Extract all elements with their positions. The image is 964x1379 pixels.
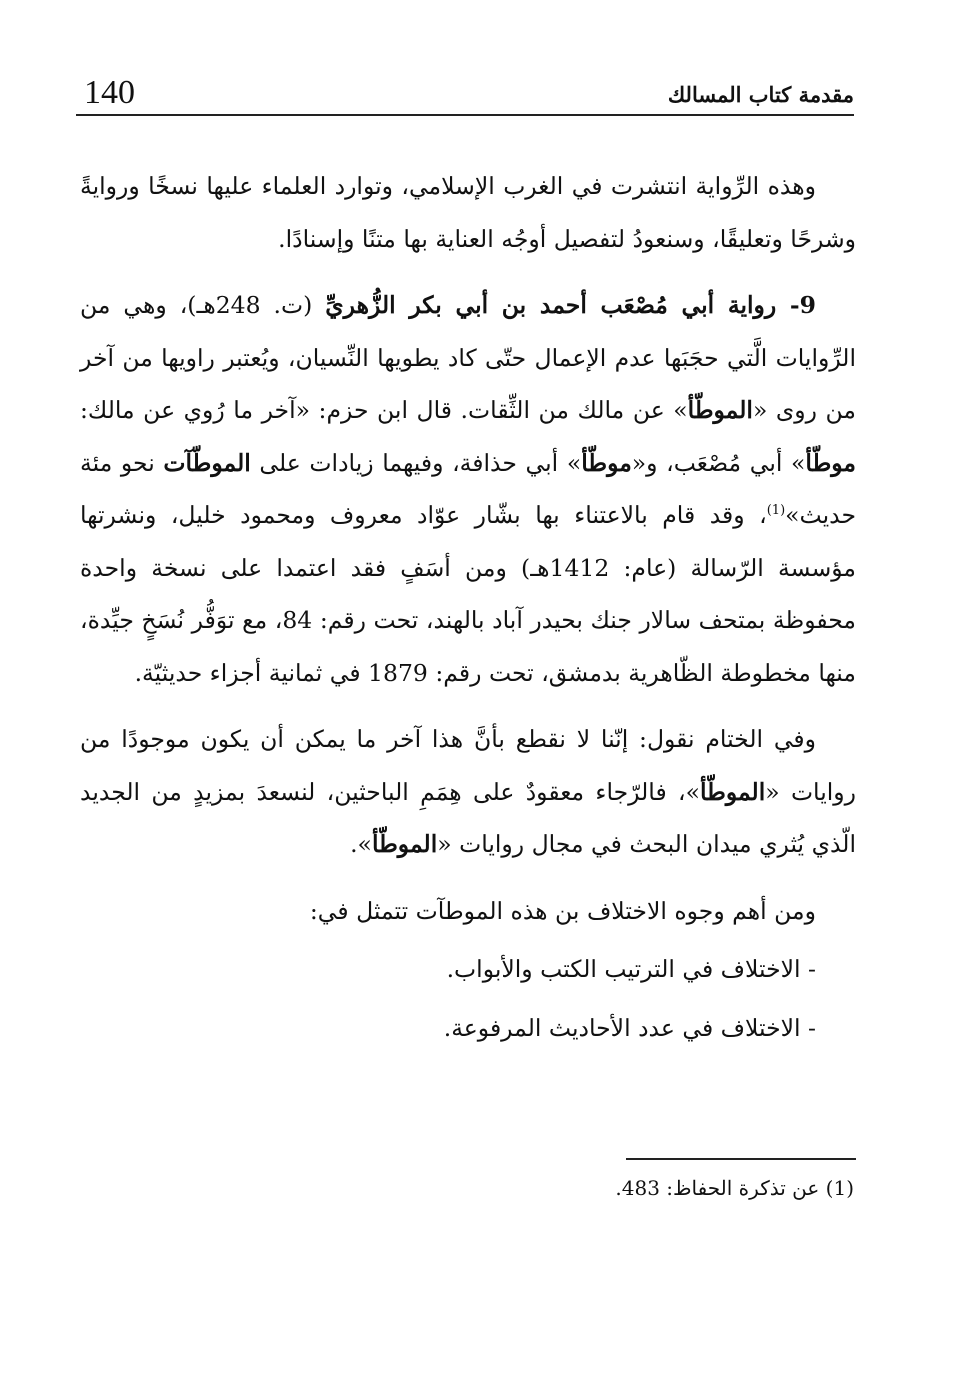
book-title: الموطّأ: [371, 830, 438, 858]
paragraph-3: [80, 713, 856, 871]
text-run: » أبي مُصْعَب، و«: [631, 448, 806, 477]
footnote: (1) عن تذكرة الحفاظ: 483.: [615, 1176, 854, 1200]
book-title: موطّأ: [805, 448, 856, 477]
running-title: مقدمة كتاب المسالك: [667, 82, 854, 107]
text-run: وفي الختام نقول: إنّنا لا نقطع بأنَّ هذا آخر ما يمكن أن يكون موجودًا من روايات «: [80, 725, 856, 806]
text-run: ».: [350, 830, 372, 858]
book-title: الموطّأ: [687, 396, 753, 424]
paragraph-1: وهذه الرِّواية انتشرت في الغرب الإسلامي، وتوارد العلماء عليها نسخًا وروايةً وشرحًا وتعليقًا، وسنعودُ لتفصيل أوجُه العناية بها متنًا وإسنادًا.: [80, 172, 856, 253]
book-title: الموطّأ: [699, 777, 766, 806]
narration-heading: 9- رواية أبي مُصْعَب أحمد بن أبي بكر الزُّهريِّ: [325, 291, 817, 319]
footnote-marker[interactable]: (1): [766, 503, 786, 519]
text-run: » عن مالك من الثِّقات. قال ابن حزم: «آخر ما رُوي عن مالك:: [80, 396, 688, 424]
paragraph-2: [80, 279, 856, 699]
text-run: »، فالرّجاء معقودٌ على هِمَمِ الباحثين، لنسعدَ بمزيدٍ من الجديد الّذي يُثري ميدان البحث في مجال روايات «: [80, 777, 856, 858]
text-run: (ت. 248هـ)، وهي من الرِّوايات الَّتي حجَبَها عدم الإعمال حتّى كاد يطويها النِّسيان، ويُعتبر راويها من آخر من روى «: [80, 291, 856, 424]
footnote-divider: [626, 1158, 856, 1160]
list-item: - الاختلاف في عدد الأحاديث المرفوعة.: [443, 1013, 816, 1042]
book-title: موطّأ: [581, 448, 632, 477]
paragraph-4: ومن أهم وجوه الاختلاف بن هذه الموطآت تتمثل في:: [309, 896, 816, 925]
text-run: نحو مئة حديث»: [80, 448, 856, 529]
page-header: [76, 72, 854, 116]
page-number: 140: [84, 74, 135, 111]
text-run: » أبي حذافة، وفيهما زيادات على: [250, 448, 582, 477]
list-item: - الاختلاف في الترتيب الكتب والأبواب.: [446, 955, 816, 983]
book-title: الموطّآت: [163, 448, 251, 477]
main-text: [80, 160, 856, 1054]
text-run: ، وقد قام بالاعتناء بها بشّار عوّاد معروف ومحمود خليل، ونشرتها مؤسسة الرّسالة (عام: 1412هـ) ومن أسَفٍ فقد اعتمدا على نسخة واحدة محفوظة بمتحف سالار جنك بحيدر آباد بالهند، تحت رقم: 84، مع توَفُّر نُسَخٍ جيِّدة، منها مخطوطة الظّاهرية بدمشق، تحت رقم: 1879 في ثمانية أجزاء حديثيّة.: [80, 501, 856, 687]
